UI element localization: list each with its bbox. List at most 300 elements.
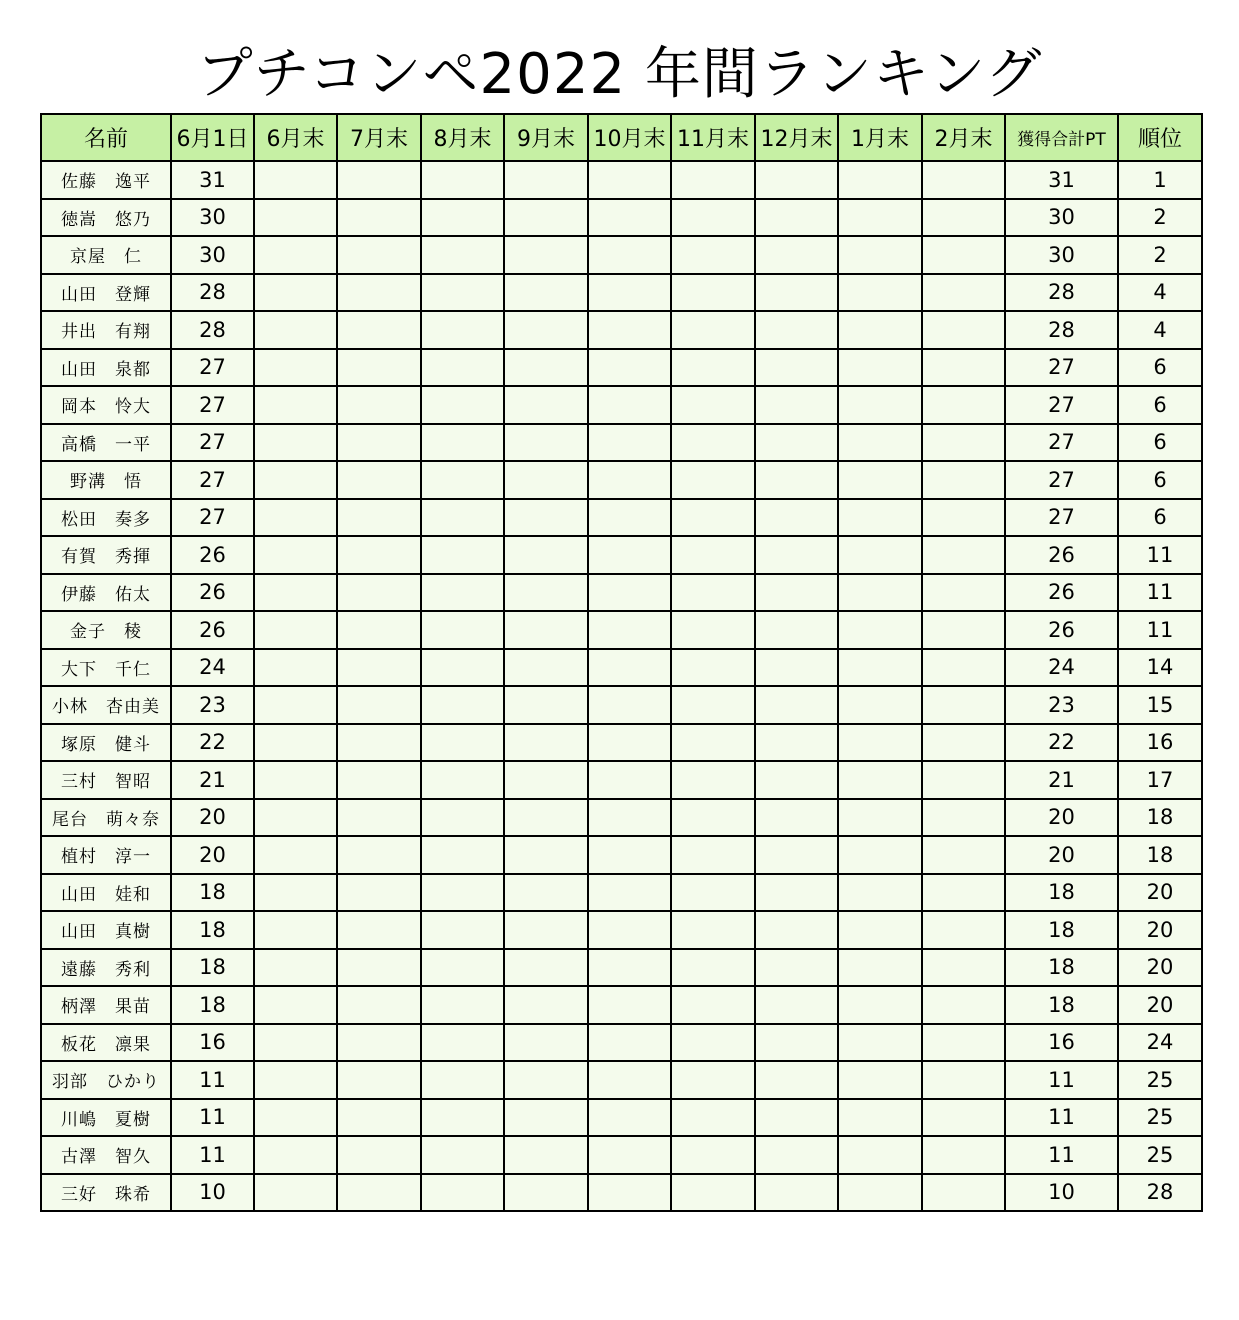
points-jun1: 20 [171, 836, 254, 874]
table-row [41, 1024, 1202, 1062]
table-row [41, 274, 1202, 312]
points-jun1: 18 [171, 949, 254, 987]
points-empty-cell [421, 761, 504, 799]
points-empty-cell [504, 349, 588, 387]
table-row [41, 724, 1202, 762]
points-empty-cell [421, 874, 504, 912]
points-empty-cell [254, 574, 337, 612]
rank-value: 20 [1118, 949, 1202, 987]
player-name: 山田 登輝 [41, 274, 171, 312]
points-empty-cell [588, 499, 671, 537]
points-empty-cell [337, 349, 421, 387]
points-empty-cell [254, 199, 337, 237]
points-empty-cell [922, 1099, 1005, 1137]
points-empty-cell [671, 424, 755, 462]
points-empty-cell [421, 1061, 504, 1099]
points-empty-cell [588, 199, 671, 237]
points-empty-cell [922, 161, 1005, 199]
total-points: 21 [1005, 761, 1118, 799]
points-empty-cell [755, 986, 838, 1024]
points-empty-cell [755, 424, 838, 462]
points-empty-cell [588, 686, 671, 724]
points-empty-cell [671, 311, 755, 349]
points-empty-cell [838, 836, 922, 874]
points-empty-cell [671, 836, 755, 874]
points-empty-cell [671, 911, 755, 949]
table-row [41, 986, 1202, 1024]
points-empty-cell [671, 386, 755, 424]
points-empty-cell [755, 1099, 838, 1137]
header-month: 12月末 [755, 114, 838, 161]
table-row [41, 1099, 1202, 1137]
points-empty-cell [838, 1136, 922, 1174]
points-empty-cell [504, 499, 588, 537]
points-empty-cell [421, 836, 504, 874]
points-empty-cell [838, 1061, 922, 1099]
points-empty-cell [588, 461, 671, 499]
points-empty-cell [588, 424, 671, 462]
points-empty-cell [337, 1024, 421, 1062]
rank-value: 6 [1118, 461, 1202, 499]
table-row [41, 386, 1202, 424]
points-empty-cell [922, 874, 1005, 912]
points-empty-cell [671, 161, 755, 199]
points-empty-cell [671, 799, 755, 837]
points-jun1: 30 [171, 236, 254, 274]
points-empty-cell [922, 349, 1005, 387]
points-empty-cell [838, 686, 922, 724]
table-row [41, 1061, 1202, 1099]
points-empty-cell [838, 911, 922, 949]
points-empty-cell [755, 949, 838, 987]
points-empty-cell [755, 799, 838, 837]
points-empty-cell [504, 161, 588, 199]
points-empty-cell [922, 274, 1005, 312]
player-name: 井出 有翔 [41, 311, 171, 349]
points-empty-cell [588, 986, 671, 1024]
points-empty-cell [755, 611, 838, 649]
points-empty-cell [254, 724, 337, 762]
points-empty-cell [671, 199, 755, 237]
table-row [41, 836, 1202, 874]
points-empty-cell [588, 836, 671, 874]
total-points: 28 [1005, 274, 1118, 312]
points-empty-cell [755, 499, 838, 537]
points-jun1: 30 [171, 199, 254, 237]
player-name: 三好 珠希 [41, 1174, 171, 1212]
rank-value: 25 [1118, 1061, 1202, 1099]
points-empty-cell [254, 836, 337, 874]
points-empty-cell [504, 986, 588, 1024]
player-name: 金子 稜 [41, 611, 171, 649]
points-jun1: 18 [171, 911, 254, 949]
total-points: 27 [1005, 499, 1118, 537]
points-empty-cell [588, 611, 671, 649]
points-empty-cell [254, 686, 337, 724]
player-name: 有賀 秀揮 [41, 536, 171, 574]
player-name: 山田 真樹 [41, 911, 171, 949]
points-empty-cell [504, 1174, 588, 1212]
player-name: 山田 泉都 [41, 349, 171, 387]
points-empty-cell [838, 1024, 922, 1062]
points-empty-cell [838, 199, 922, 237]
points-empty-cell [922, 949, 1005, 987]
points-empty-cell [755, 311, 838, 349]
rank-value: 18 [1118, 799, 1202, 837]
points-empty-cell [922, 611, 1005, 649]
points-empty-cell [421, 986, 504, 1024]
points-jun1: 22 [171, 724, 254, 762]
points-empty-cell [588, 161, 671, 199]
player-name: 羽部 ひかり [41, 1061, 171, 1099]
points-empty-cell [671, 686, 755, 724]
rank-value: 1 [1118, 161, 1202, 199]
points-empty-cell [337, 949, 421, 987]
rank-value: 11 [1118, 611, 1202, 649]
total-points: 20 [1005, 836, 1118, 874]
points-empty-cell [588, 761, 671, 799]
points-empty-cell [588, 949, 671, 987]
points-empty-cell [504, 311, 588, 349]
points-jun1: 26 [171, 611, 254, 649]
points-empty-cell [254, 1136, 337, 1174]
points-empty-cell [588, 1099, 671, 1137]
table-row [41, 949, 1202, 987]
points-empty-cell [337, 424, 421, 462]
points-empty-cell [755, 274, 838, 312]
points-empty-cell [421, 911, 504, 949]
points-empty-cell [588, 1024, 671, 1062]
header-month: 6月1日 [171, 114, 254, 161]
total-points: 28 [1005, 311, 1118, 349]
points-empty-cell [337, 724, 421, 762]
points-empty-cell [838, 1099, 922, 1137]
points-empty-cell [588, 236, 671, 274]
player-name: 三村 智昭 [41, 761, 171, 799]
header-month: 1月末 [838, 114, 922, 161]
points-empty-cell [755, 649, 838, 687]
points-empty-cell [922, 499, 1005, 537]
player-name: 山田 娃和 [41, 874, 171, 912]
points-empty-cell [421, 536, 504, 574]
points-empty-cell [838, 161, 922, 199]
points-empty-cell [504, 1061, 588, 1099]
points-empty-cell [504, 1136, 588, 1174]
points-empty-cell [755, 874, 838, 912]
points-empty-cell [671, 499, 755, 537]
points-empty-cell [337, 874, 421, 912]
points-empty-cell [254, 236, 337, 274]
player-name: 岡本 怜大 [41, 386, 171, 424]
player-name: 塚原 健斗 [41, 724, 171, 762]
points-empty-cell [838, 311, 922, 349]
points-empty-cell [588, 799, 671, 837]
page-title: プチコンペ2022 年間ランキング [196, 42, 1043, 107]
points-jun1: 28 [171, 274, 254, 312]
points-empty-cell [588, 536, 671, 574]
points-empty-cell [838, 1174, 922, 1212]
points-empty-cell [838, 536, 922, 574]
header-month: 9月末 [504, 114, 588, 161]
points-empty-cell [922, 724, 1005, 762]
total-points: 16 [1005, 1024, 1118, 1062]
points-empty-cell [254, 1174, 337, 1212]
points-empty-cell [421, 424, 504, 462]
player-name: 大下 千仁 [41, 649, 171, 687]
points-empty-cell [671, 724, 755, 762]
points-jun1: 27 [171, 424, 254, 462]
points-empty-cell [838, 461, 922, 499]
points-empty-cell [671, 1099, 755, 1137]
points-empty-cell [421, 386, 504, 424]
points-jun1: 16 [171, 1024, 254, 1062]
points-empty-cell [337, 761, 421, 799]
points-empty-cell [504, 274, 588, 312]
points-empty-cell [504, 386, 588, 424]
table-row [41, 199, 1202, 237]
total-points: 26 [1005, 611, 1118, 649]
points-empty-cell [254, 536, 337, 574]
rank-value: 24 [1118, 1024, 1202, 1062]
points-empty-cell [421, 1099, 504, 1137]
points-empty-cell [254, 874, 337, 912]
header-total: 獲得合計PT [1005, 114, 1118, 161]
rank-value: 6 [1118, 424, 1202, 462]
header-month: 2月末 [922, 114, 1005, 161]
points-jun1: 28 [171, 311, 254, 349]
points-empty-cell [922, 1136, 1005, 1174]
points-empty-cell [254, 1024, 337, 1062]
points-empty-cell [337, 1136, 421, 1174]
points-jun1: 23 [171, 686, 254, 724]
total-points: 11 [1005, 1099, 1118, 1137]
points-jun1: 27 [171, 349, 254, 387]
points-empty-cell [337, 1099, 421, 1137]
total-points: 24 [1005, 649, 1118, 687]
points-empty-cell [421, 574, 504, 612]
points-empty-cell [671, 274, 755, 312]
player-name: 京屋 仁 [41, 236, 171, 274]
points-jun1: 18 [171, 986, 254, 1024]
points-empty-cell [922, 799, 1005, 837]
points-empty-cell [421, 236, 504, 274]
points-empty-cell [504, 911, 588, 949]
player-name: 植村 淳一 [41, 836, 171, 874]
header-name: 名前 [41, 114, 171, 161]
points-empty-cell [588, 911, 671, 949]
points-empty-cell [588, 1174, 671, 1212]
points-empty-cell [421, 349, 504, 387]
points-empty-cell [671, 611, 755, 649]
points-jun1: 18 [171, 874, 254, 912]
points-empty-cell [922, 836, 1005, 874]
rank-value: 14 [1118, 649, 1202, 687]
rank-value: 6 [1118, 499, 1202, 537]
points-empty-cell [421, 274, 504, 312]
points-empty-cell [254, 799, 337, 837]
points-empty-cell [504, 836, 588, 874]
points-empty-cell [755, 199, 838, 237]
points-empty-cell [254, 161, 337, 199]
points-empty-cell [337, 836, 421, 874]
total-points: 31 [1005, 161, 1118, 199]
points-empty-cell [755, 1061, 838, 1099]
rank-value: 2 [1118, 199, 1202, 237]
points-empty-cell [337, 799, 421, 837]
rank-value: 6 [1118, 386, 1202, 424]
points-empty-cell [755, 236, 838, 274]
points-jun1: 31 [171, 161, 254, 199]
points-empty-cell [755, 574, 838, 612]
points-empty-cell [421, 1136, 504, 1174]
rank-value: 11 [1118, 536, 1202, 574]
points-empty-cell [337, 1174, 421, 1212]
points-empty-cell [254, 274, 337, 312]
total-points: 11 [1005, 1061, 1118, 1099]
points-jun1: 21 [171, 761, 254, 799]
points-empty-cell [254, 761, 337, 799]
points-empty-cell [337, 161, 421, 199]
points-empty-cell [254, 461, 337, 499]
points-empty-cell [671, 349, 755, 387]
points-empty-cell [838, 611, 922, 649]
points-empty-cell [504, 1099, 588, 1137]
points-empty-cell [337, 1061, 421, 1099]
points-empty-cell [922, 199, 1005, 237]
points-empty-cell [337, 311, 421, 349]
points-empty-cell [588, 724, 671, 762]
points-empty-cell [254, 1099, 337, 1137]
points-empty-cell [755, 761, 838, 799]
player-name: 尾台 萌々奈 [41, 799, 171, 837]
table-row [41, 461, 1202, 499]
points-empty-cell [838, 649, 922, 687]
points-empty-cell [588, 1061, 671, 1099]
player-name: 松田 奏多 [41, 499, 171, 537]
player-name: 野溝 悟 [41, 461, 171, 499]
rank-value: 6 [1118, 349, 1202, 387]
points-empty-cell [254, 499, 337, 537]
table-row [41, 236, 1202, 274]
points-jun1: 27 [171, 499, 254, 537]
points-empty-cell [755, 1174, 838, 1212]
points-empty-cell [337, 386, 421, 424]
points-empty-cell [337, 986, 421, 1024]
total-points: 23 [1005, 686, 1118, 724]
points-empty-cell [838, 499, 922, 537]
points-empty-cell [504, 649, 588, 687]
player-name: 高橋 一平 [41, 424, 171, 462]
points-empty-cell [922, 1061, 1005, 1099]
points-empty-cell [838, 761, 922, 799]
points-empty-cell [922, 1174, 1005, 1212]
points-empty-cell [504, 949, 588, 987]
points-empty-cell [922, 911, 1005, 949]
points-empty-cell [421, 161, 504, 199]
points-empty-cell [337, 461, 421, 499]
points-empty-cell [254, 986, 337, 1024]
ranking-body [41, 161, 1202, 1211]
points-empty-cell [755, 161, 838, 199]
points-empty-cell [254, 911, 337, 949]
table-row [41, 1174, 1202, 1212]
player-name: 古澤 智久 [41, 1136, 171, 1174]
rank-value: 20 [1118, 911, 1202, 949]
table-row [41, 1136, 1202, 1174]
points-empty-cell [755, 1136, 838, 1174]
rank-value: 17 [1118, 761, 1202, 799]
points-empty-cell [337, 911, 421, 949]
table-row [41, 311, 1202, 349]
points-empty-cell [755, 686, 838, 724]
points-empty-cell [337, 236, 421, 274]
points-empty-cell [504, 461, 588, 499]
header-month: 11月末 [671, 114, 755, 161]
points-empty-cell [922, 424, 1005, 462]
player-name: 遠藤 秀利 [41, 949, 171, 987]
points-empty-cell [254, 424, 337, 462]
points-empty-cell [421, 1024, 504, 1062]
points-empty-cell [922, 649, 1005, 687]
points-empty-cell [337, 574, 421, 612]
points-empty-cell [922, 986, 1005, 1024]
points-empty-cell [588, 386, 671, 424]
rank-value: 20 [1118, 874, 1202, 912]
points-jun1: 11 [171, 1061, 254, 1099]
points-empty-cell [838, 574, 922, 612]
table-row [41, 799, 1202, 837]
points-jun1: 24 [171, 649, 254, 687]
points-empty-cell [922, 574, 1005, 612]
total-points: 18 [1005, 986, 1118, 1024]
points-empty-cell [588, 311, 671, 349]
rank-value: 25 [1118, 1099, 1202, 1137]
points-empty-cell [254, 949, 337, 987]
points-empty-cell [504, 1024, 588, 1062]
table-row [41, 761, 1202, 799]
points-empty-cell [922, 461, 1005, 499]
player-name: 川嶋 夏樹 [41, 1099, 171, 1137]
points-empty-cell [421, 686, 504, 724]
points-jun1: 11 [171, 1099, 254, 1137]
total-points: 18 [1005, 874, 1118, 912]
points-empty-cell [504, 574, 588, 612]
points-empty-cell [504, 799, 588, 837]
rank-value: 4 [1118, 311, 1202, 349]
rank-value: 20 [1118, 986, 1202, 1024]
points-empty-cell [755, 536, 838, 574]
points-jun1: 27 [171, 386, 254, 424]
points-empty-cell [671, 1136, 755, 1174]
table-row [41, 499, 1202, 537]
table-row [41, 686, 1202, 724]
points-empty-cell [671, 874, 755, 912]
total-points: 26 [1005, 574, 1118, 612]
points-empty-cell [755, 386, 838, 424]
points-empty-cell [504, 686, 588, 724]
total-points: 18 [1005, 911, 1118, 949]
points-empty-cell [838, 274, 922, 312]
points-empty-cell [337, 649, 421, 687]
points-jun1: 26 [171, 574, 254, 612]
total-points: 30 [1005, 199, 1118, 237]
points-empty-cell [588, 574, 671, 612]
points-empty-cell [588, 274, 671, 312]
points-empty-cell [337, 499, 421, 537]
table-row [41, 424, 1202, 462]
rank-value: 16 [1118, 724, 1202, 762]
points-empty-cell [337, 686, 421, 724]
